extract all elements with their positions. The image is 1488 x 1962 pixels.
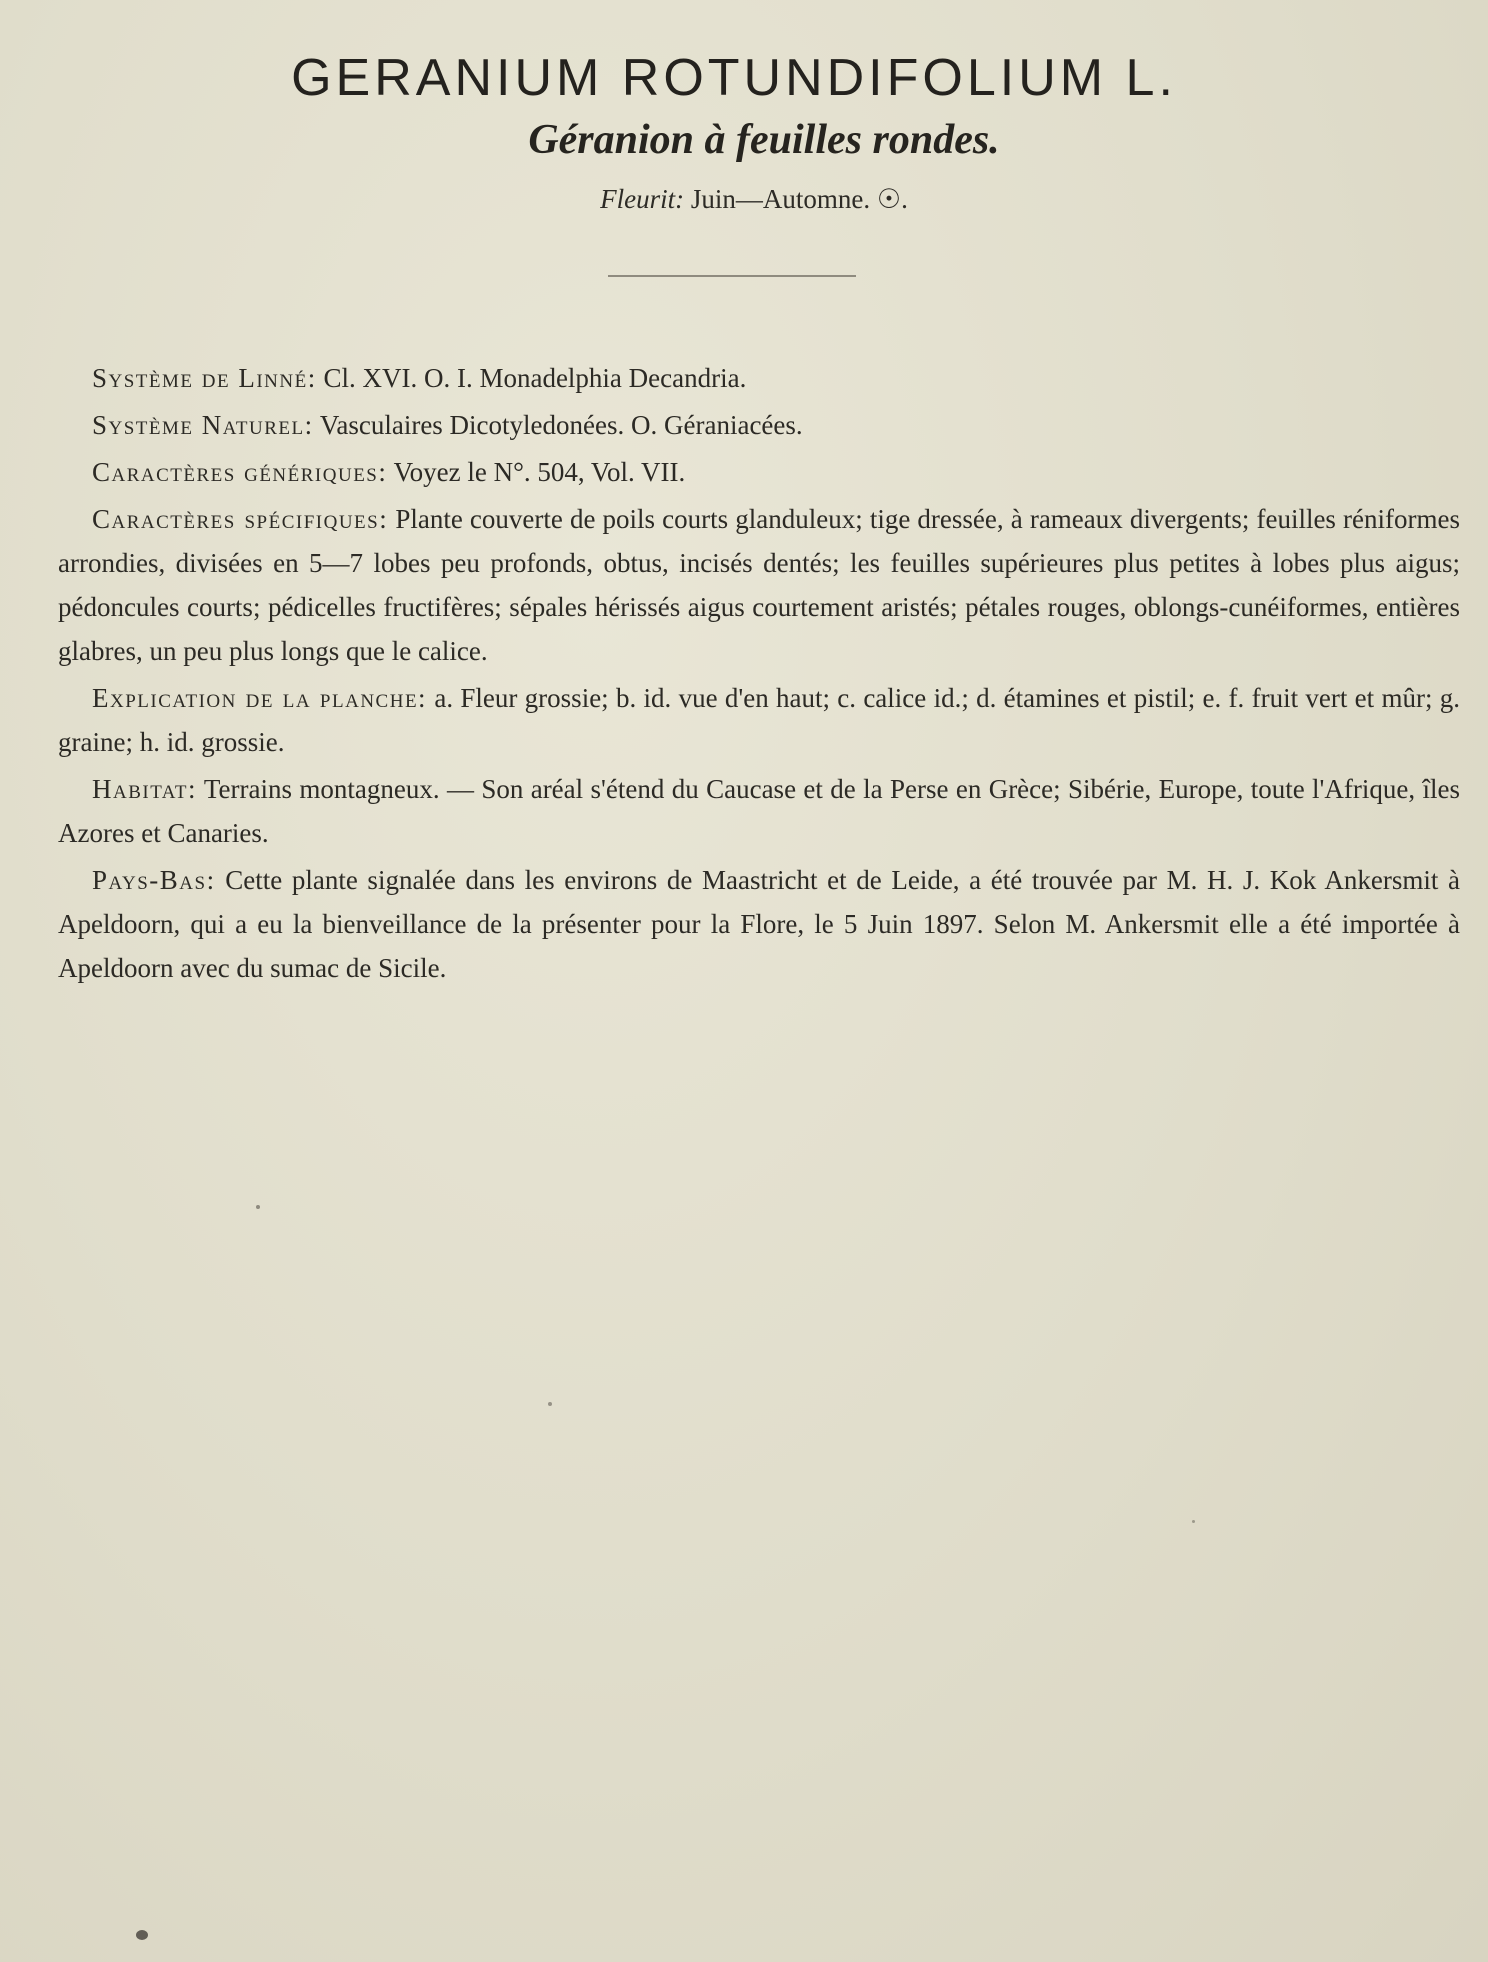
section-text: Plante couverte de poils courts glanduleux; tige dressée, à rameaux divergents; feuilles réniformes arrondies, divisées en 5—7 lobes peu profonds, obtus, incisés dentés; les feuilles supérieures plus petites à lobes plus aigus; pédoncules courts; pédicelles fructifères; sépales hérissés aigus courtement aristés; pétales rouges, oblongs-cunéiformes, entières glabres, un peu plus longs que le calice. xyxy=(58,504,1460,666)
section-netherlands xyxy=(58,858,1460,990)
section-natural-system xyxy=(58,403,1460,447)
section-text: a. Fleur grossie; b. id. vue d'en haut; c. calice id.; d. étamines et pistil; e. f. fruit vert et mûr; g. graine; h. id. grossie. xyxy=(58,683,1460,757)
section-habitat xyxy=(58,767,1460,855)
paper-speck xyxy=(1192,1520,1195,1523)
description-body xyxy=(58,356,1460,993)
flowering-label: Fleurit: xyxy=(600,184,685,214)
flowering-value: Juin—Automne. ☉. xyxy=(690,184,908,214)
section-heading: Système Naturel: xyxy=(92,410,314,440)
species-title: GERANIUM ROTUNDIFOLIUM L. xyxy=(291,49,1177,107)
paper-speck xyxy=(136,1930,148,1940)
section-text: Cette plante signalée dans les environs de Maastricht et de Leide, a été trouvée par M. H. J. Kok Ankersmit à Apeldoorn, qui a eu la bienveillance de la présenter pour la Flore, le 5 Juin 1897. Selon M. Ankersmit elle a été importée à Apeldoorn avec du sumac de Sicile. xyxy=(58,865,1461,983)
section-specific-characters xyxy=(58,497,1460,673)
section-text: Terrains montagneux. — Son aréal s'étend du Caucase et de la Perse en Grèce; Sibérie, Europe, toute l'Afrique, îles Azores et Canaries. xyxy=(58,774,1460,848)
section-text: Voyez le N°. 504, Vol. VII. xyxy=(393,457,686,487)
section-generic-characters xyxy=(58,450,1460,494)
section-text: Cl. XVI. O. I. Monadelphia Decandria. xyxy=(323,363,747,393)
section-linnean-system xyxy=(58,356,1460,400)
section-text: Vasculaires Dicotyledonées. O. Géraniacées. xyxy=(319,410,803,440)
section-heading: Habitat: xyxy=(92,774,198,804)
section-heading: Caractères spécifiques: xyxy=(92,504,389,534)
section-heading: Système de Linné: xyxy=(92,363,317,393)
paper-speck xyxy=(548,1402,552,1406)
flowering-period xyxy=(0,184,1488,215)
title-divider xyxy=(608,275,856,277)
common-name: Géranion à feuilles rondes. xyxy=(528,117,1000,163)
section-heading: Caractères génériques: xyxy=(92,457,388,487)
section-heading: Pays-Bas: xyxy=(92,865,216,895)
section-heading: Explication de la planche: xyxy=(92,683,428,713)
section-plate-explanation xyxy=(58,676,1460,764)
paper-speck xyxy=(256,1205,260,1209)
